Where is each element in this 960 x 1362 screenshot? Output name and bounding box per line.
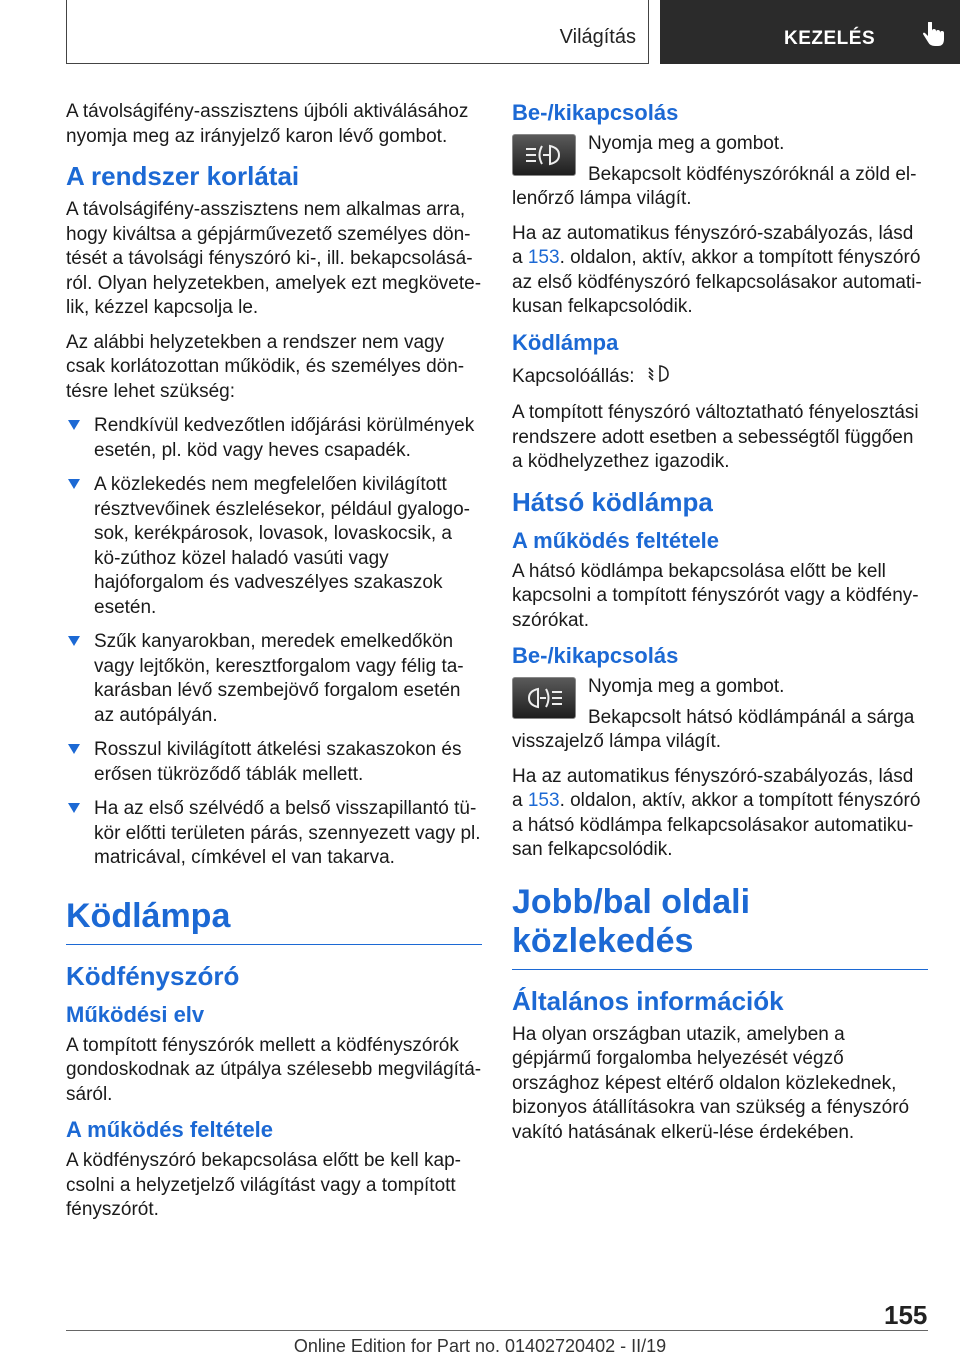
heading-front-fog: Ködfényszóró [66,960,240,991]
heading-fog-lamp-right: Ködlámpa [512,329,619,355]
bullet-triangle-icon [68,636,80,646]
button-instruction [512,675,928,755]
paragraph: A távolságifény-asszisztens nem alkalmas arra, hogy kiváltsa a gépjárművezető személyes dön-tését a távolsági fényszóró ki-, ill. bekapcsolásá-ról. Olyan helyzetekben, amelyek ezt megkövete-lik, kézzel kapcsolja le. [66,199,482,318]
section-title: Világítás [559,26,636,48]
header-section-box [66,0,649,64]
instruction-line: Nyomja meg a gombot. [588,133,785,154]
bullet-triangle-icon [68,420,80,430]
paragraph: A távolságifény-asszisztens újbóli aktiválásához nyomja meg az irányjelző karon lévő gombot. [66,101,469,147]
footer-edition: Online Edition for Part no. 01402720402 - II/19 [293,1336,667,1356]
list-item: Ha az első szélvédő a belső visszapillantó tü-kör előtti területen párás, szennyezett vagy pl. matricával, címkével el van takarva. [66,797,482,871]
hand-pointer-icon [922,22,946,53]
chapter-tab [660,0,960,64]
right-column [512,100,928,1155]
instruction-line: Bekapcsolt ködfényszóróknál a zöld el-lenőrző lámpa világít. [512,163,917,209]
rear-fog-button-icon [512,677,576,719]
bullet-triangle-icon [68,744,80,754]
button-instruction [512,132,928,212]
heading-fog-lamp: Ködlámpa [66,897,482,945]
bullet-triangle-icon [68,803,80,813]
page-link[interactable]: 153 [527,247,560,268]
paragraph: Ha az automatikus fényszóró-szabályozás, lásd a 153. oldalon, aktív, akkor a tompított fényszóró az első ködfényszóró felkapcsolásakor automati-kusan felkapcsolódik. [512,222,922,317]
bullet-triangle-icon [68,479,80,489]
paragraph: Ha olyan országban utazik, amelyben a gépjármű forgalomba helyezését végző országhoz képest eltérő oldalon közlekednek, bizonyos átállításokra van szükség a fényszóró vakító hatásának elkerü-lése érdekében. [512,1023,910,1143]
heading-on-off-2: Be-/kikapcsolás [512,643,679,668]
heading-limits: A rendszer korlátai [66,161,300,191]
paragraph: A tompított fényszóró változtatható fényelosztási rendszere adott esetben a sebességtől függően a ködhelyzethez igazodik. [512,402,919,472]
front-fog-button-icon [512,134,576,176]
heading-condition-2: A működés feltétele [512,527,720,553]
list-item: A közlekedés nem megfelelően kivilágított résztvevőinek észlelésekor, például gyalogo-sok, kerékpárosok, lovasok, lovaskocsik, a kö-zúthoz közel haladó vasúti vagy hajóforgalom és vadveszélyes szakaszok esetén. [66,473,482,620]
heading-general: Általános információk [512,985,784,1016]
heading-traffic: Jobb/bal oldali közlekedés [512,883,928,970]
paragraph: Ha az automatikus fényszóró-szabályozás, lásd a 153. oldalon, aktív, akkor a tompított fényszóró a hátsó ködlámpa felkapcsolásakor automatiku-san felkapcsolódik. [512,765,921,860]
instruction-line: Bekapcsolt hátsó ködlámpánál a sárga visszajelző lámpa világít. [512,706,915,752]
heading-condition: A működés feltétele [66,1117,274,1142]
paragraph: A hátsó ködlámpa bekapcsolása előtt be kell kapcsolni a tompított fényszórót vagy a ködfény-szórókat. [512,560,919,631]
heading-on-off: Be-/kikapcsolás [512,100,679,125]
paragraph: Kapcsolóállás: [512,362,928,392]
page-link[interactable]: 153 [527,790,560,811]
paragraph: A ködfényszóró bekapcsolása előtt be kell kap-csolni a helyzetjelző világítást vagy a tompított fényszórót. [66,1150,462,1220]
heading-rear-fog: Hátsó ködlámpa [512,486,713,517]
instruction-line: Nyomja meg a gombot. [588,676,785,697]
chapter-title: KEZELÉS [784,28,876,49]
paragraph: Az alábbi helyzetekben a rendszer nem vagy csak korlátozottan működik, és személyes dön-tésre lehet szükség: [66,331,465,402]
left-column [66,100,482,1233]
footer-divider [66,1330,928,1331]
bullet-list [66,414,482,871]
list-item: Szűk kanyarokban, meredek emelkedőkön vagy lejtőkön, keresztforgalom vagy félig ta-karásban lévő szembejövő forgalom esetén az autópályán. [66,630,482,728]
list-item: Rendkívül kedvezőtlen időjárási körülmények esetén, pl. köd vagy heves csapadék. [66,414,482,463]
list-item: Rosszul kivilágított átkelési szakaszokon és erősen tükröződő táblák mellett. [66,738,482,787]
fog-switch-position-icon [646,362,672,392]
paragraph: A tompított fényszórók mellett a ködfényszórók gondoskodnak az útpálya szélesebb megvilágítá-sáról. [66,1034,482,1105]
page-number: 155 [884,1300,928,1330]
heading-principle: Működési elv [66,1001,205,1027]
